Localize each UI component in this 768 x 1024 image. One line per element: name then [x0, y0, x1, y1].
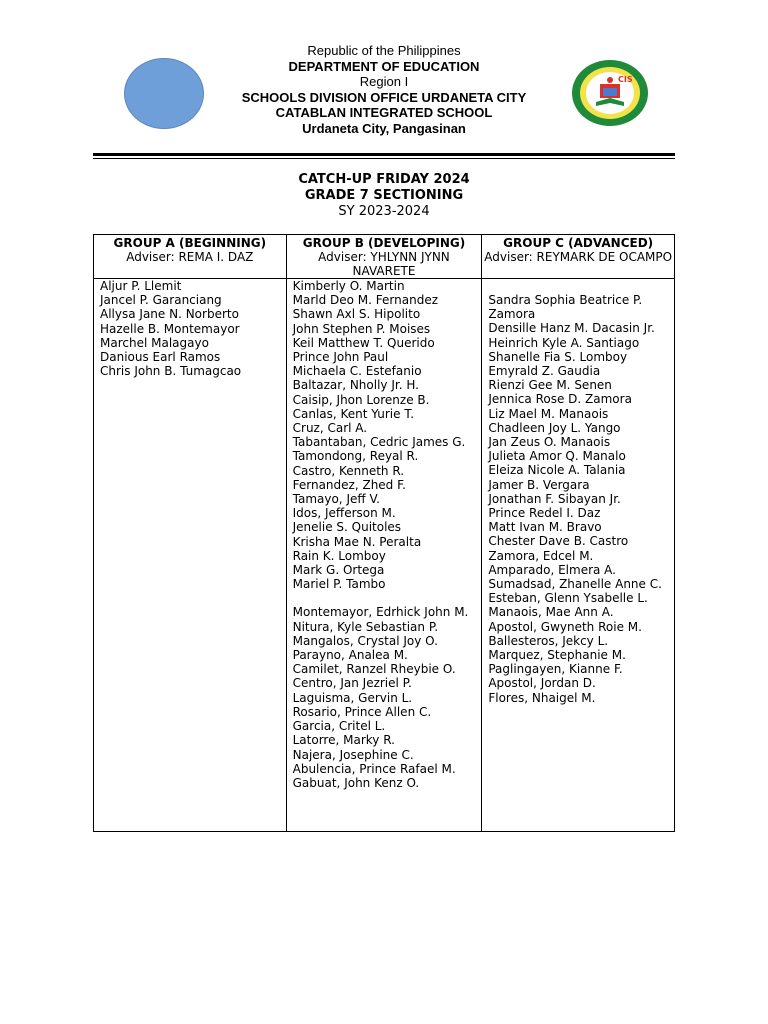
list-item: Latorre, Marky R.	[292, 733, 395, 748]
list-item: Amparado, Elmera A.	[488, 562, 616, 577]
sectioning-table	[93, 234, 675, 832]
list-item: Marquez, Stephanie M.	[488, 648, 626, 663]
list-item: Shawn Axl S. Hipolito	[292, 307, 421, 322]
list-item: Apostol, Gwyneth Roie M.	[488, 619, 642, 634]
list-item: Nitura, Kyle Sebastian P.	[292, 619, 439, 634]
group-a-header	[94, 235, 287, 279]
list-item: Mariel P. Tambo	[292, 577, 386, 592]
list-item: Chester Dave B. Castro	[488, 534, 629, 549]
list-item: Centro, Jan Jezriel P.	[292, 676, 412, 691]
list-item: Laguisma, Gervin L.	[292, 690, 413, 705]
school-line: CATABLAN INTEGRATED SCHOOL	[275, 105, 493, 121]
list-item: Eleiza Nicole A. Talania	[488, 463, 626, 478]
region-line: Region I	[359, 74, 409, 90]
list-item: Esteban, Glenn Ysabelle L.	[488, 591, 648, 606]
list-item: Emyrald Z. Gaudia	[488, 364, 601, 379]
svg-text:CIS: CIS	[618, 75, 633, 84]
list-item: Densille Hanz M. Dacasin Jr.	[488, 321, 655, 336]
list-item: Matt Ivan M. Bravo	[488, 520, 602, 535]
group-c-title: GROUP C (ADVANCED)	[503, 236, 654, 250]
list-item: Jan Zeus O. Manaois	[488, 435, 611, 450]
list-item: Tamayo, Jeff V.	[292, 492, 380, 507]
list-item: Canlas, Kent Yurie T.	[292, 406, 415, 421]
table-body-row	[94, 279, 675, 832]
list-item: Sumadsad, Zhanelle Anne C.	[488, 577, 662, 592]
division-line: SCHOOLS DIVISION OFFICE URDANETA CITY	[241, 89, 527, 105]
list-item: Michaela C. Estefanio	[292, 364, 422, 379]
school-seal-logo	[570, 58, 650, 128]
list-item: Gabuat, John Kenz O.	[292, 775, 420, 790]
list-item: Manaois, Mae Ann A.	[488, 605, 614, 620]
group-c-adviser: Adviser: REYMARK DE OCAMPO	[484, 250, 673, 264]
list-item: Abulencia, Prince Rafael M.	[292, 761, 456, 776]
department-line: DEPARTMENT OF EDUCATION	[288, 58, 480, 74]
list-item: Rosario, Prince Allen C.	[292, 704, 432, 719]
list-item: Aljur P. Llemit	[100, 279, 182, 293]
group-a-member-list	[94, 279, 287, 832]
list-item: Paglingayen, Kianne F.	[488, 662, 623, 677]
letterhead	[200, 43, 568, 137]
list-item: Chadleen Joy L. Yango	[488, 420, 621, 435]
list-item: Parayno, Analea M.	[292, 648, 408, 663]
group-a-title: GROUP A (BEGINNING)	[113, 236, 267, 250]
title-line-2: GRADE 7 SECTIONING	[304, 188, 464, 203]
list-item	[488, 279, 670, 293]
list-item: Rienzi Gee M. Senen	[488, 378, 612, 393]
list-item: Shanelle Fia S. Lomboy	[488, 349, 628, 364]
list-item: Chris John B. Tumagcao	[100, 364, 242, 379]
header-divider-thin	[93, 158, 675, 159]
list-item: Allysa Jane N. Norberto	[100, 307, 239, 322]
list-item: Montemayor, Edrhick John M.	[292, 605, 469, 620]
list-item: Caisip, Jhon Lorenze B.	[292, 392, 430, 407]
list-item: Jenelie S. Quitoles	[292, 520, 402, 535]
division-logo-placeholder	[124, 58, 204, 129]
list-item: Najera, Josephine C.	[292, 747, 414, 762]
list-item: Mangalos, Crystal Joy O.	[292, 633, 438, 648]
list-item: Jancel P. Garanciang	[100, 293, 222, 308]
list-item: Kimberly O. Martin	[292, 279, 405, 293]
republic-line: Republic of the Philippines	[307, 43, 461, 58]
list-item: Castro, Kenneth R.	[292, 463, 405, 478]
list-item: Camilet, Ranzel Rheybie O.	[292, 662, 456, 677]
list-item: Julieta Amor Q. Manalo	[488, 449, 626, 464]
list-item: Tabantaban, Cedric James G.	[292, 435, 466, 450]
list-item: Heinrich Kyle A. Santiago	[488, 335, 640, 350]
list-item: John Stephen P. Moises	[292, 321, 431, 336]
group-b-title: GROUP B (DEVELOPING)	[302, 236, 466, 250]
group-b-member-list	[286, 279, 482, 832]
header-divider-thick	[93, 153, 675, 156]
list-item: Fernandez, Zhed F.	[292, 477, 406, 492]
list-item: Prince Redel I. Daz	[488, 506, 601, 521]
document-title	[93, 172, 675, 220]
group-b-adviser: Adviser: YHLYNN JYNN NAVARETE	[318, 250, 450, 278]
list-item: Keil Matthew T. Querido	[292, 335, 435, 350]
list-item: Hazelle B. Montemayor	[100, 321, 240, 336]
list-item: Tamondong, Reyal R.	[292, 449, 419, 464]
list-item: Prince John Paul	[292, 350, 389, 365]
group-c-member-list	[482, 279, 675, 832]
list-item: Jamer B. Vergara	[488, 477, 590, 492]
list-item: Rain K. Lomboy	[292, 548, 386, 563]
list-item	[293, 591, 478, 605]
group-a-adviser: Adviser: REMA I. DAZ	[126, 250, 254, 264]
list-item: Flores, Nhaigel M.	[488, 690, 596, 705]
location-line: Urdaneta City, Pangasinan	[302, 120, 466, 136]
list-item: Garcia, Critel L.	[292, 719, 386, 734]
title-line-3: SY 2023-2024	[338, 204, 430, 219]
list-item: Marchel Malagayo	[100, 335, 209, 350]
list-item: Liz Mael M. Manaois	[488, 406, 609, 421]
list-item: Zamora, Edcel M.	[488, 548, 594, 563]
list-item: Idos, Jefferson M.	[292, 506, 396, 521]
group-c-header	[482, 235, 675, 279]
list-item: Mark G. Ortega	[292, 563, 385, 578]
group-b-header	[286, 235, 482, 279]
list-item: Sandra Sophia Beatrice P. Zamora	[488, 293, 643, 322]
list-item: Jennica Rose D. Zamora	[488, 392, 632, 407]
list-item: Apostol, Jordan D.	[488, 676, 596, 691]
list-item: Krisha Mae N. Peralta	[292, 534, 422, 549]
list-item: Baltazar, Nholly Jr. H.	[292, 378, 419, 393]
list-item: Ballesteros, Jekcy L.	[488, 633, 609, 648]
title-line-1: CATCH-UP FRIDAY 2024	[298, 172, 470, 187]
list-item: Danious Earl Ramos	[100, 350, 221, 365]
list-item: Marld Deo M. Fernandez	[292, 293, 439, 308]
list-item: Cruz, Carl A.	[292, 421, 368, 436]
table-header-row	[94, 235, 675, 279]
list-item: Jonathan F. Sibayan Jr.	[488, 491, 621, 506]
